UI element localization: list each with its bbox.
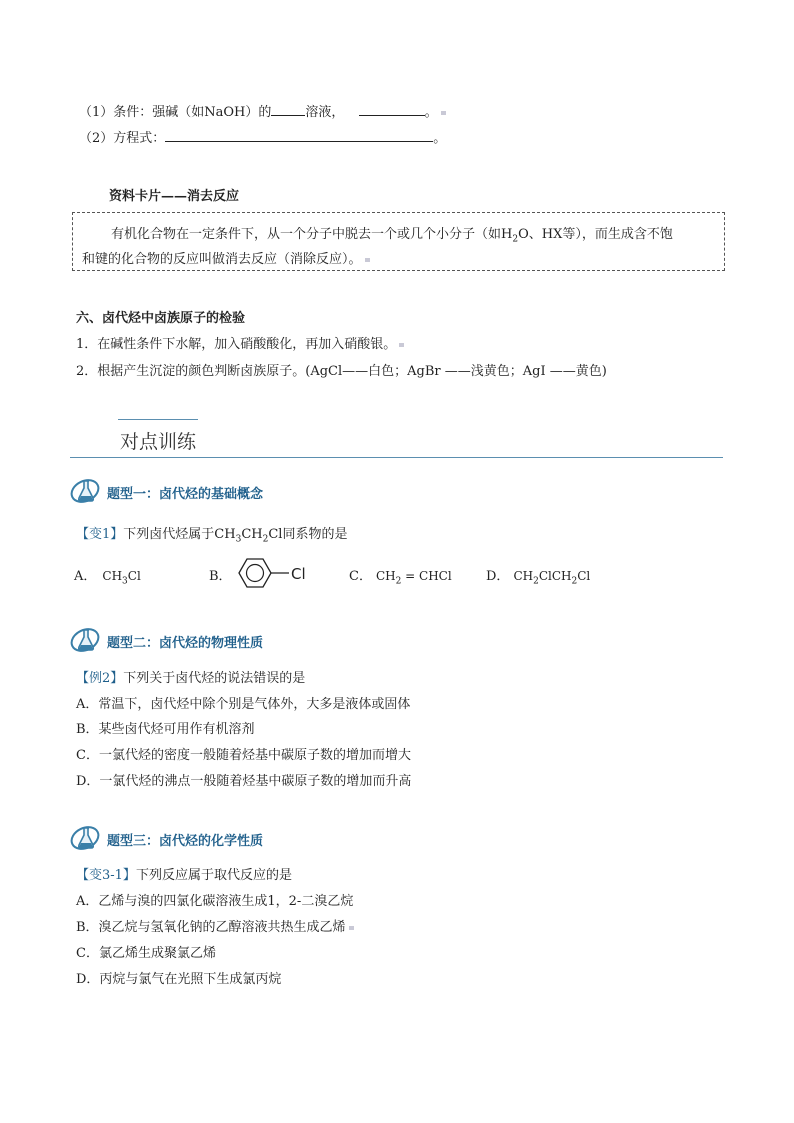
chlorobenzene-structure [229,553,319,593]
equation-line [79,127,446,146]
topic-2-option-d[interactable]: D．一氯代烃的沸点一般随着烃基中碳原子数的增加而升高 [76,774,412,789]
option-d-label: D． [486,569,510,584]
card-line-1-text-b: O、HX等），而生成含不饱 [518,227,673,242]
option-d-formula-1: CH [513,569,534,583]
topic-2-option-c[interactable]: C．一氯代烃的密度一般随着烃基中碳原子数的增加而增大 [76,748,411,763]
option-b-label: B． [209,569,232,584]
option-a-label: A． [74,569,97,584]
question-tag: 【变3-1】 [76,868,136,883]
question-text-a: 下列卤代烃属于CH [123,527,236,542]
edit-marker-icon [349,926,354,930]
option-c-tail: = CHCl [401,569,452,583]
section-rule [70,457,723,458]
topic-2-option-b[interactable]: B．某些卤代烃可用作有机溶剂 [76,722,255,737]
topic-3-option-a[interactable]: A．乙烯与溴的四氯化碳溶液生成1，2-二溴乙烷 [76,894,354,909]
question-tag: 【例2】 [76,671,124,686]
question-sub-2: 2 [262,534,269,545]
option-d-formula-2: ClCH [538,569,572,583]
option-b-cl: Cl [291,565,306,583]
card-line-2-text: 和键的化合物的反应叫做消去反应（消除反应）。 [82,252,362,267]
option-d-sub-2: 2 [571,576,578,587]
question-tag: 【变1】 [76,527,124,542]
option-d-tail: Cl [577,569,591,583]
topic-2-label: 题型二：卤代烃的物理性质 [107,636,264,651]
topic-1-option-d[interactable] [486,565,590,586]
option-a-sub: 3 [122,576,128,587]
question-text: 下列关于卤代烃的说法错误的是 [123,671,306,686]
conditions-middle: 溶液， [305,105,345,120]
option-c-sub: 2 [395,576,402,587]
topic-2-question [76,667,305,686]
flask-icon [70,477,102,505]
question-text: 下列反应属于取代反应的是 [135,868,292,883]
topic-1-label: 题型一：卤代烃的基础概念 [107,487,264,502]
question-sub-1: 3 [235,534,242,545]
card-line-1 [111,223,673,245]
training-title: 对点训练 [120,431,197,453]
section6-item-1 [76,333,404,352]
topic-3-option-d[interactable]: D．丙烷与氯气在光照下生成氯丙烷 [76,972,282,987]
blank-field-2[interactable] [359,103,425,116]
topic-3-option-b[interactable] [76,916,354,935]
topic-3-label: 题型三：卤代烃的化学性质 [107,834,264,849]
edit-marker-icon [441,111,446,115]
topic-1-option-c[interactable] [349,565,452,586]
section6-item-1-text: 1．在碱性条件下水解，加入硝酸酸化，再加入硝酸银。 [76,337,397,352]
flask-icon [70,824,102,852]
topic-1-option-a[interactable] [74,565,141,586]
section-rule-short [118,419,198,420]
conditions-label: （1）条件：强碱（如NaOH）的 [79,105,272,120]
blank-field-1[interactable] [271,103,305,116]
equation-end: 。 [433,131,447,146]
edit-marker-icon [399,343,404,347]
topic-3-option-b-text: B．溴乙烷与氢氧化钠的乙醇溶液共热生成乙烯 [76,920,346,935]
topic-3-question [76,864,292,883]
option-d-sub-1: 2 [533,576,539,587]
topic-2-option-a[interactable]: A．常温下，卤代烃中除个别是气体外，大多是液体或固体 [76,697,411,712]
card-line-2 [82,248,370,267]
conditions-end: 。 [424,105,438,120]
equation-label: （2）方程式： [79,131,166,146]
option-a-formula: CH [102,569,123,583]
conditions-line [79,101,446,120]
question-text-c: Cl同系物的是 [268,527,348,542]
edit-marker-icon [365,258,370,262]
flask-icon [70,626,102,654]
card-line-1-text-a: 有机化合物在一定条件下，从一个分子中脱去一个或几个小分子（如H [111,227,513,242]
option-c-label: C． [349,569,372,584]
card-line-1-sub: 2 [512,234,519,245]
option-a-tail: Cl [127,569,141,583]
info-card [72,212,725,271]
section6-heading: 六、卤代烃中卤族原子的检验 [76,311,246,326]
topic-1-question [76,523,347,545]
blank-field-equation[interactable] [165,129,433,142]
option-c-formula: CH [375,569,396,583]
topic-3-option-c[interactable]: C．氯乙烯生成聚氯乙烯 [76,946,216,961]
question-text-b: CH [241,527,263,542]
card-title: 资料卡片——消去反应 [109,189,240,204]
section6-item-2: 2．根据产生沉淀的颜色判断卤族原子。(AgCl——白色；AgBr ——浅黄色；AgI ——黄色) [76,364,607,379]
